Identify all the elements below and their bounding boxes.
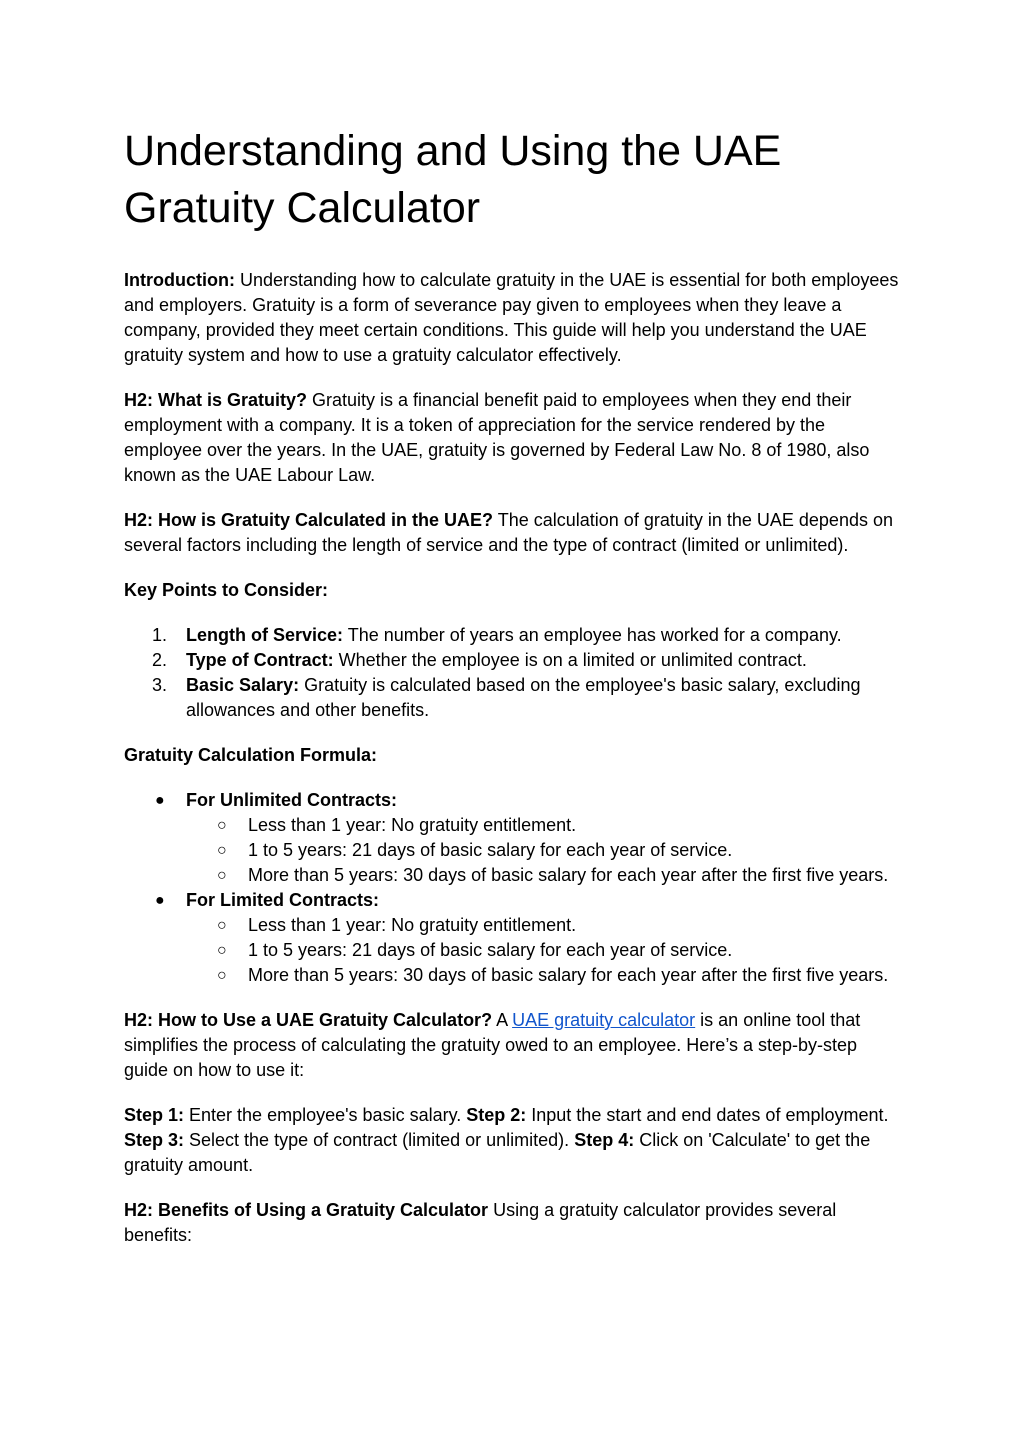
list-item — [186, 913, 906, 938]
formula-heading-text: Gratuity Calculation Formula: — [124, 745, 378, 765]
benefits-text: Using a gratuity calculator provides several benefits: — [124, 1200, 837, 1245]
how-calculated-text: The calculation of gratuity in the UAE depends on several factors including the length of service and the type of contract (limited or unlimited). — [124, 510, 893, 555]
step-3-text: Select the type of contract (limited or unlimited). — [184, 1130, 575, 1150]
how-calculated-paragraph — [124, 508, 906, 558]
step-2-label: Step 2: — [466, 1105, 527, 1125]
list-item-label: Length of Service: — [186, 625, 344, 645]
formula-heading — [124, 743, 906, 768]
list-item — [186, 838, 906, 863]
sub-bullet-icon: ○ — [217, 842, 227, 859]
steps-paragraph — [124, 1103, 906, 1178]
list-item — [186, 963, 906, 988]
how-to-use-text-before: A — [492, 1010, 513, 1030]
sub-bullet-icon: ○ — [217, 817, 227, 834]
benefits-heading: H2: Benefits of Using a Gratuity Calculator — [124, 1200, 489, 1220]
list-item-text: Less than 1 year: No gratuity entitlement. — [248, 915, 577, 935]
key-points-heading-text: Key Points to Consider: — [124, 580, 329, 600]
sub-bullet-icon: ○ — [217, 867, 227, 884]
list-item-text: Whether the employee is on a limited or unlimited contract. — [333, 650, 807, 670]
list-item — [186, 813, 906, 838]
document-body — [124, 268, 906, 1248]
list-number: 1. — [152, 625, 168, 645]
list-item-text: Less than 1 year: No gratuity entitlement. — [248, 815, 577, 835]
list-item — [186, 938, 906, 963]
step-4-label: Step 4: — [574, 1130, 635, 1150]
key-points-heading — [124, 578, 906, 603]
what-is-gratuity-heading: H2: What is Gratuity? — [124, 390, 308, 410]
step-4-text: Click on 'Calculate' to get the gratuity amount. — [124, 1130, 871, 1175]
bullet-icon: ● — [155, 792, 165, 809]
sub-bullet-icon: ○ — [217, 917, 227, 934]
how-calculated-heading: H2: How is Gratuity Calculated in the UAE? — [124, 510, 494, 530]
list-item-text: More than 5 years: 30 days of basic salary for each year after the first five years. — [248, 865, 889, 885]
intro-text: Understanding how to calculate gratuity in the UAE is essential for both employees and employers. Gratuity is a form of severance pay given to employees when they leave a company, provided they meet certain conditions. This guide will help you understand the UAE gratuity system and how to use a gratuity calculator effectively. — [124, 270, 899, 365]
list-item-text: 1 to 5 years: 21 days of basic salary for each year of service. — [248, 940, 733, 960]
list-item — [124, 648, 906, 673]
sub-bullet-icon: ○ — [217, 942, 227, 959]
limited-contracts-sublist — [186, 913, 906, 988]
sub-bullet-icon: ○ — [217, 967, 227, 984]
what-is-gratuity-text: Gratuity is a financial benefit paid to employees when they end their employment with a company. It is a token of appreciation for the service rendered by the employee over the years. In the UAE, gratuity is governed by Federal Law No. 8 of 1980, also known as the UAE Labour Law. — [124, 390, 870, 485]
step-2-text: Input the start and end dates of employment. — [526, 1105, 889, 1125]
page-title: Understanding and Using the UAE Gratuity Calculator — [124, 127, 782, 232]
list-item — [124, 888, 906, 988]
formula-list — [124, 788, 906, 988]
list-item — [124, 788, 906, 888]
list-item — [186, 863, 906, 888]
bullet-icon: ● — [155, 892, 165, 909]
unlimited-contracts-label: For Unlimited Contracts: — [186, 790, 398, 810]
benefits-paragraph — [124, 1198, 906, 1248]
gratuity-calculator-link[interactable]: UAE gratuity calculator — [512, 1010, 696, 1030]
list-item — [124, 623, 906, 648]
list-number: 3. — [152, 675, 168, 695]
how-to-use-paragraph — [124, 1008, 906, 1083]
intro-paragraph — [124, 268, 906, 368]
list-item-text: The number of years an employee has worked for a company. — [343, 625, 842, 645]
step-1-text: Enter the employee's basic salary. — [184, 1105, 467, 1125]
list-item-text: Gratuity is calculated based on the employee's basic salary, excluding allowances and other benefits. — [186, 675, 861, 720]
how-to-use-heading: H2: How to Use a UAE Gratuity Calculator? — [124, 1010, 493, 1030]
list-item-label: Basic Salary: — [186, 675, 300, 695]
limited-contracts-label: For Limited Contracts: — [186, 890, 380, 910]
intro-label: Introduction: — [124, 270, 235, 290]
how-to-use-text-after: is an online tool that simplifies the process of calculating the gratuity owed to an employee. Here’s a step-by-step guide on how to use it: — [124, 1010, 861, 1080]
list-number: 2. — [152, 650, 168, 670]
key-points-list — [124, 623, 906, 723]
list-item — [124, 673, 906, 723]
list-item-text: 1 to 5 years: 21 days of basic salary for each year of service. — [248, 840, 733, 860]
step-3-label: Step 3: — [124, 1130, 185, 1150]
step-1-label: Step 1: — [124, 1105, 185, 1125]
list-item-label: Type of Contract: — [186, 650, 334, 670]
unlimited-contracts-sublist — [186, 813, 906, 888]
list-item-text: More than 5 years: 30 days of basic salary for each year after the first five years. — [248, 965, 889, 985]
what-is-gratuity-paragraph — [124, 388, 906, 488]
